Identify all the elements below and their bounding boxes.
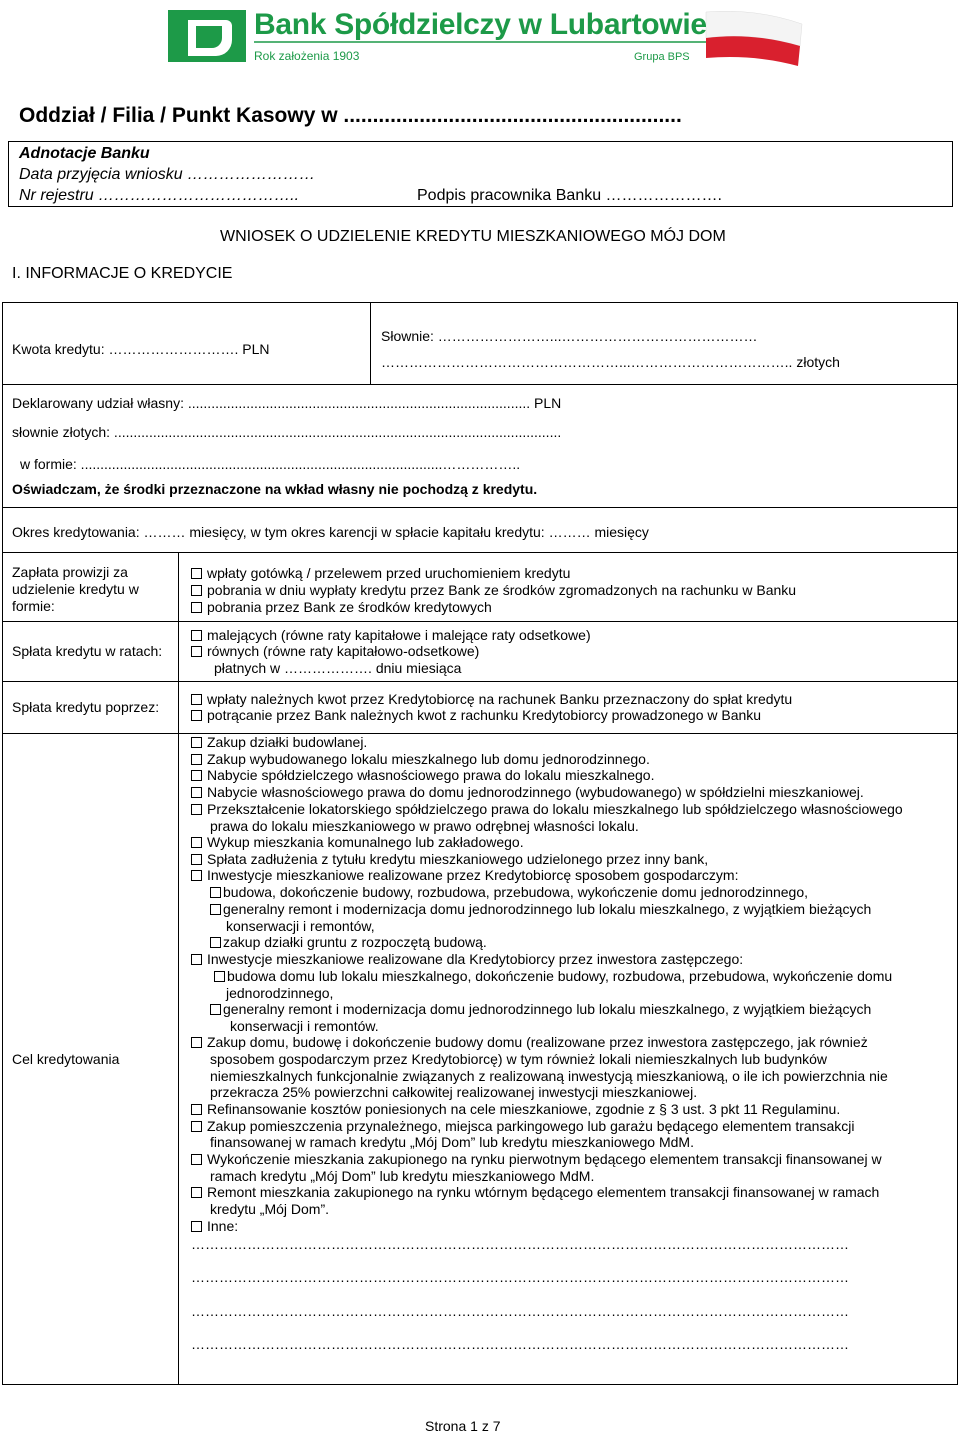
payment-day-field[interactable]: płatnych w ………………. dniu miesiąca [214, 660, 462, 676]
installment-option[interactable]: równych (równe raty kapitałowo-odsetkowe) [191, 643, 479, 660]
purpose-option[interactable] [191, 784, 864, 801]
purpose-line [191, 1269, 849, 1286]
purpose-text: …………………………………………………………………………………………………………………………… [191, 1236, 849, 1252]
commission-label-line1: Zapłata prowizji za [12, 564, 128, 580]
bank-annotations-box [8, 141, 953, 207]
purpose-text: Spłata zadłużenia z tytułu kredytu mieszkaniowego udzielonego przez inny bank, [207, 851, 709, 867]
purpose-line [191, 1303, 849, 1320]
purpose-line [210, 1201, 329, 1218]
purpose-option[interactable] [191, 834, 524, 851]
purpose-text: Nabycie własnościowego prawa do domu jednorodzinnego (wybudowanego) w spółdzielni mieszkaniowej. [207, 784, 864, 800]
installments-label: Spłata kredytu w ratach: [12, 643, 163, 659]
table-border-right [957, 302, 958, 1384]
purpose-option[interactable] [191, 1118, 854, 1135]
row-divider-2 [2, 507, 958, 508]
credit-period-field[interactable]: Okres kredytowania: ……… miesięcy, w tym okres karencji w spłacie kapitału kredytu: ……… miesięcy [12, 524, 649, 540]
purpose-line [191, 1236, 849, 1253]
purpose-option[interactable] [210, 1001, 871, 1018]
purpose-text: zakup działki gruntu z rozpoczętą budową. [223, 934, 487, 950]
row-divider-5 [2, 681, 958, 682]
purpose-line [226, 918, 375, 935]
amount-divider [370, 302, 371, 384]
purpose-line [210, 1168, 594, 1185]
checkbox-icon[interactable] [191, 585, 202, 596]
checkbox-icon[interactable] [191, 737, 202, 748]
purpose-text: Zakup wybudowanego lokalu mieszkalnego lub domu jednorodzinnego. [207, 751, 650, 767]
checkbox-icon[interactable] [210, 904, 221, 915]
commission-option[interactable]: pobrania w dniu wypłaty kredytu przez Bank ze środków zgromadzonych na rachunku w Banku [191, 582, 796, 599]
repayment-label: Spłata kredytu poprzez: [12, 699, 160, 715]
purpose-text: generalny remont i modernizacja domu jednorodzinnego lub lokalu mieszkalnego, z wyjątkiem bieżących [223, 901, 872, 917]
purpose-text: generalny remont i modernizacja domu jednorodzinnego lub lokalu mieszkalnego, z wyjątkiem bieżących [223, 1001, 872, 1017]
purpose-text: konserwacji i remontów, [226, 918, 375, 934]
purpose-option[interactable] [191, 867, 738, 884]
purpose-text: Zakup działki budowlanej. [207, 734, 368, 750]
installment-option[interactable]: malejących (równe raty kapitałowe i malejące raty odsetkowe) [191, 627, 591, 644]
checkbox-icon[interactable] [191, 1037, 202, 1048]
own-contribution-form-field[interactable]: w formie: .............................................................................................…………….. [20, 456, 521, 472]
purpose-text: niemieszkalnych funkcjonalnie związanych z realizowaną inwestycją mieszkaniową, o ile ich powierzchnia nie [210, 1068, 888, 1084]
checkbox-icon[interactable] [191, 630, 202, 641]
purpose-line [210, 1068, 888, 1085]
purpose-text: Remont mieszkania zakupionego na rynku wtórnym będącego elementem transakcji finansowanej w ramach [207, 1184, 880, 1200]
page-number: Strona 1 z 7 [425, 1418, 501, 1434]
amount-in-words-continuation[interactable]: ……………………………………………...…………………………….. złotych [381, 354, 840, 370]
checkbox-icon[interactable] [191, 1221, 202, 1232]
purpose-text: jednorodzinnego, [226, 985, 334, 1001]
checkbox-icon[interactable] [191, 770, 202, 781]
purpose-text: sposobem gospodarczym przez Kredytobiorcę) w tym również lokali niemieszkalnych lub budynków [210, 1051, 828, 1067]
row-divider-4 [2, 621, 958, 622]
checkbox-icon[interactable] [191, 1154, 202, 1165]
purpose-text: Wykończenie mieszkania zakupionego na rynku pierwotnym będącego elementem transakcji finansowanej w [207, 1151, 882, 1167]
table-border-bottom [2, 1384, 958, 1385]
checkbox-icon[interactable] [191, 854, 202, 865]
checkbox-icon[interactable] [210, 1004, 221, 1015]
table-border-left [2, 302, 3, 1384]
purpose-text: Zakup domu, budowę i dokończenie budowy domu (realizowane przez inwestora zastępczego, jak również [207, 1034, 868, 1050]
purpose-text: ramach kredytu „Mój Dom” lub kredytu mieszkaniowego MdM. [210, 1168, 595, 1184]
checkbox-icon[interactable] [191, 1121, 202, 1132]
purpose-text: Zakup pomieszczenia przynależnego, miejsca parkingowego lub garażu będącego elementem transakcji [207, 1118, 855, 1134]
acceptance-date-field[interactable]: Data przyjęcia wniosku …………………… [19, 166, 316, 183]
purpose-option[interactable] [191, 767, 654, 784]
purpose-option[interactable] [191, 1151, 882, 1168]
own-contribution-statement: Oświadczam, że środki przeznaczone na wkład własny nie pochodzą z kredytu. [12, 481, 538, 497]
purpose-option[interactable] [191, 751, 650, 768]
purpose-text: …………………………………………………………………………………………………………………………… [191, 1336, 849, 1352]
purpose-option[interactable] [191, 801, 903, 818]
purpose-text: Przekształcenie lokatorskiego spółdzielczego prawa do lokalu mieszkalnego lub spółdzielczego własnościowego [207, 801, 903, 817]
checkbox-icon[interactable] [191, 870, 202, 881]
purpose-option[interactable] [210, 901, 871, 918]
purpose-option[interactable] [191, 734, 367, 751]
row-divider-3 [2, 552, 958, 553]
bank-group: Grupa BPS [634, 51, 690, 63]
employee-signature-field[interactable]: Podpis pracownika Banku …………………. [417, 187, 722, 204]
checkbox-icon[interactable] [191, 1104, 202, 1115]
checkbox-icon[interactable] [214, 971, 225, 982]
purpose-label: Cel kredytowania [12, 1051, 120, 1067]
purpose-text: Inne: [207, 1218, 239, 1234]
checkbox-icon[interactable] [191, 954, 202, 965]
purpose-option[interactable] [210, 884, 808, 901]
checkbox-icon[interactable] [191, 646, 202, 657]
checkbox-icon[interactable] [191, 1187, 202, 1198]
purpose-option[interactable] [191, 851, 708, 868]
purpose-text: Nabycie spółdzielczego własnościowego prawa do lokalu mieszkalnego. [207, 767, 655, 783]
label-column-divider [178, 552, 179, 1384]
purpose-text: Inwestycje mieszkaniowe realizowane dla Kredytobiorcy przez inwestora zastępczego: [207, 951, 744, 967]
checkbox-icon[interactable] [191, 837, 202, 848]
purpose-line [210, 1051, 827, 1068]
table-border-top [2, 302, 958, 303]
checkbox-icon[interactable] [191, 568, 202, 579]
branch-line[interactable]: Oddział / Filia / Punkt Kasowy w .......................................................... [19, 104, 682, 127]
repayment-option[interactable]: wpłaty należnych kwot przez Kredytobiorcę na rachunek Banku przeznaczony do spłat kredytu [191, 691, 792, 708]
purpose-text: przekracza 25% powierzchni całkowitej realizowanej inwestycji mieszkaniowej. [210, 1084, 698, 1100]
own-contribution-words-field[interactable]: słownie złotych: ................................................................................................................... [12, 424, 562, 440]
annotations-title: Adnotacje Banku [19, 145, 150, 162]
repayment-option[interactable]: potrącanie przez Bank należnych kwot z rachunku Kredytobiorcy prowadzonego w Banku [191, 707, 761, 724]
bank-founded: Rok założenia 1903 [254, 49, 360, 63]
purpose-text: kredytu „Mój Dom”. [210, 1201, 330, 1217]
row-divider-1 [2, 384, 958, 385]
checkbox-icon[interactable] [191, 754, 202, 765]
purpose-text: …………………………………………………………………………………………………………………………… [191, 1303, 849, 1319]
credit-amount-field[interactable]: Kwota kredytu: ………………………. PLN [12, 341, 270, 357]
purpose-line [210, 1134, 694, 1151]
purpose-option[interactable] [191, 1034, 868, 1051]
purpose-text: Refinansowanie kosztów poniesionych na cele mieszkaniowe, zgodnie z § 3 ust. 3 pkt 11 Regulaminu. [207, 1101, 841, 1117]
purpose-line [210, 1084, 697, 1101]
bank-name: Bank Spółdzielczy w Lubartowie [254, 8, 707, 41]
purpose-option[interactable] [210, 934, 487, 951]
purpose-text: konserwacji i remontów. [230, 1018, 379, 1034]
checkbox-icon[interactable] [210, 937, 221, 948]
purpose-option[interactable] [191, 1101, 840, 1118]
purpose-text: finansowanej w ramach kredytu „Mój Dom” lub kredytu mieszkaniowego MdM. [210, 1134, 694, 1150]
checkbox-icon[interactable] [191, 694, 202, 705]
purpose-text: budowa, dokończenie budowy, rozbudowa, przebudowa, wykończenie domu jednorodzinnego, [223, 884, 809, 900]
own-contribution-field[interactable]: Deklarowany udział własny: ........................................................................................ PLN [12, 395, 562, 411]
purpose-option[interactable] [191, 951, 743, 968]
checkbox-icon[interactable] [191, 710, 202, 721]
checkbox-icon[interactable] [191, 602, 202, 613]
purpose-option[interactable] [214, 968, 892, 985]
amount-in-words-field[interactable]: Słownie: ……………………...…………………………………… [381, 328, 758, 344]
register-number-field[interactable]: Nr rejestru ……………………………….. [19, 187, 300, 204]
checkbox-icon[interactable] [210, 887, 221, 898]
commission-label-line3: formie: [12, 598, 55, 614]
checkbox-icon[interactable] [191, 787, 202, 798]
row-divider-6 [2, 733, 958, 734]
section-title: I. INFORMACJE O KREDYCIE [12, 265, 233, 282]
purpose-text: …………………………………………………………………………………………………………………………… [191, 1269, 849, 1285]
commission-label-line2: udzielenie kredytu w [12, 581, 139, 597]
form-title: WNIOSEK O UDZIELENIE KREDYTU MIESZKANIOWEGO MÓJ DOM [220, 228, 726, 245]
purpose-option[interactable] [191, 1184, 879, 1201]
purpose-option[interactable] [191, 1218, 238, 1235]
commission-option[interactable]: wpłaty gotówką / przelewem przed uruchomieniem kredytu [191, 565, 570, 582]
purpose-text: Inwestycje mieszkaniowe realizowane przez Kredytobiorcę sposobem gospodarczym: [207, 867, 739, 883]
purpose-line [230, 1018, 379, 1035]
purpose-text: budowa domu lub lokalu mieszkalnego, dokończenie budowy, rozbudowa, przebudowa, wykończenie domu [227, 968, 893, 984]
purpose-text: prawa do lokalu mieszkaniowego w prawo odrębnej własności lokalu. [210, 818, 639, 834]
purpose-text: Wykup mieszkania komunalnego lub zakładowego. [207, 834, 524, 850]
purpose-line [191, 1336, 849, 1353]
commission-option[interactable]: pobrania przez Bank ze środków kredytowych [191, 599, 492, 616]
bank-logo [166, 4, 806, 66]
checkbox-icon[interactable] [191, 804, 202, 815]
purpose-line [226, 985, 333, 1002]
purpose-line [210, 818, 639, 835]
